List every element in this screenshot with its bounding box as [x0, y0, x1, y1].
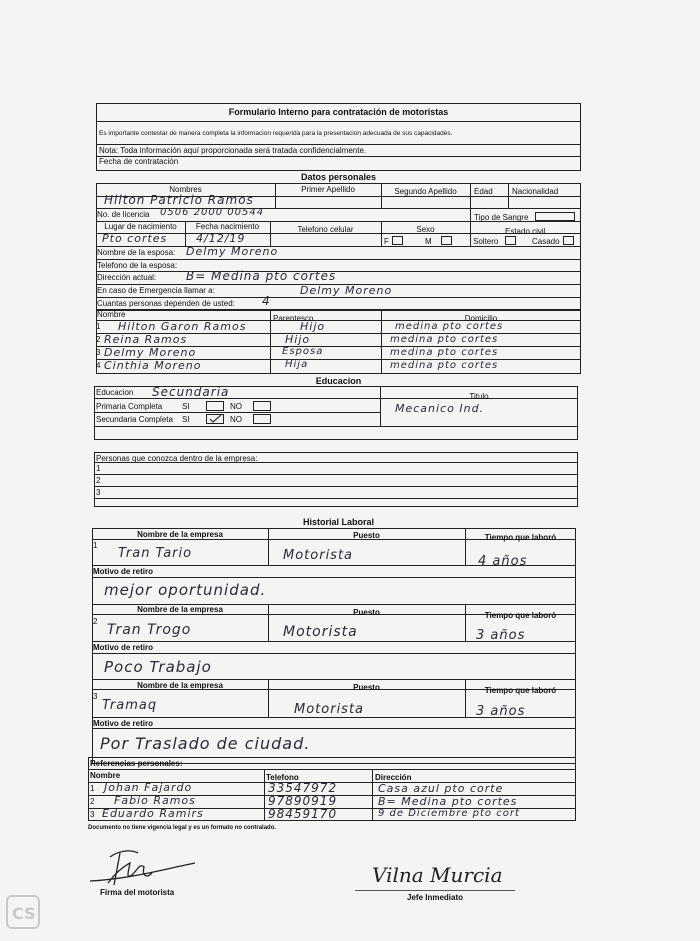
dep-nombre-header: Nombre [97, 310, 126, 319]
secundaria-no-checkbox[interactable] [253, 414, 271, 424]
dep-row-nombre: Cinthia Moreno [104, 359, 202, 372]
dep-parentesco-header: Parentesco [273, 314, 314, 323]
hist-entry-num: 1 [93, 541, 98, 550]
soltero-checkbox[interactable] [505, 236, 516, 245]
nombres-label: Nombres [169, 185, 202, 194]
hist-motivo-value: mejor oportunidad. [104, 581, 267, 599]
esposa-label: Nombre de la esposa: [97, 248, 176, 257]
primaria-si-label: SI [182, 402, 190, 411]
esposa-value: Delmy Moreno [186, 245, 279, 258]
casado-checkbox[interactable] [563, 236, 574, 245]
direccion-label: Dirección actual: [97, 273, 157, 282]
ref-row-nombre: Fabio Ramos [114, 794, 196, 807]
hist-entry-num: 2 [93, 617, 98, 626]
emergencia-value: Delmy Moreno [300, 284, 393, 297]
nombres-value: Hilton Patricio Ramos [104, 193, 254, 207]
dep-row-parentesco: Hijo [285, 333, 311, 346]
dep-row-domicilio: medina pto cortes [390, 347, 499, 358]
ref-row-num: 1 [90, 784, 95, 793]
ref-row-nombre: Johan Fajardo [104, 781, 193, 794]
lugar-nac-value: Pto cortes [102, 232, 168, 245]
emergencia-label: En caso de Emergencia llamar a: [97, 286, 215, 295]
ref-row-direccion: Casa azul pto corte [378, 782, 504, 795]
hist-tiempo-value: 3 años [476, 628, 526, 643]
ref-direccion-header: Dirección [375, 773, 412, 782]
tipo-sangre-label: Tipo de Sangre [474, 213, 529, 222]
hist-empresa-value: Tran Tario [118, 546, 193, 561]
hist-motivo-value: Poco Trabajo [104, 658, 212, 676]
secundaria-no-label: NO [230, 415, 242, 424]
ref-telefono-header: Telefono [266, 773, 299, 782]
disclaimer: Documento no tiene vigencia legal y es un formato no contralado. [88, 825, 277, 831]
watermark-logo-icon [6, 895, 40, 929]
hist-tiempo-value: 3 años [476, 704, 526, 719]
dep-row-parentesco: Esposa [282, 346, 324, 357]
direccion-value: B= Medina pto cortes [186, 269, 337, 283]
ref-row-num: 3 [90, 810, 95, 819]
hist-puesto-header: Puesto [353, 608, 380, 617]
referencias-title: Referencias personales: [90, 759, 183, 768]
soltero-label: Soltero [473, 237, 499, 246]
hist-empresa-header: Nombre de la empresa [137, 530, 223, 539]
dep-row-nombre: Delmy Moreno [104, 346, 197, 359]
nacionalidad-label: Nacionalidad [512, 187, 559, 196]
fecha-contratacion-label: Fecha de contratación [99, 157, 179, 166]
primer-apellido-label: Primer Apellido [301, 185, 355, 194]
secundaria-si-checkbox[interactable] [206, 414, 224, 424]
hist-puesto-value: Motorista [294, 702, 365, 717]
sexo-label: Sexo [416, 225, 435, 234]
hist-empresa-value: Tramaq [102, 698, 158, 713]
dep-row-parentesco: Hijo [300, 320, 326, 333]
form-title: Formulario Interno para contratación de motoristas [228, 107, 449, 117]
hist-motivo-label: Motivo de retiro [93, 719, 154, 728]
licencia-value: 0506 2000 00544 [160, 207, 265, 218]
dependen-value: 4 [262, 294, 271, 308]
dep-row-domicilio: medina pto cortes [390, 334, 499, 345]
hist-puesto-value: Motorista [283, 548, 354, 563]
dep-row-domicilio: medina pto cortes [390, 360, 499, 371]
ref-nombre-header: Nombre [90, 771, 121, 780]
hist-tiempo-header: Tiempo que laboró [484, 686, 557, 695]
jefe-signature: Vilna Murcia [372, 863, 503, 887]
secundaria-label: Secundaria Completa [96, 415, 173, 424]
primaria-no-label: NO [230, 402, 242, 411]
edad-label: Edad [474, 187, 493, 196]
tel-cel-label: Telefono celular [297, 225, 354, 234]
fecha-nac-label: Fecha nacimiento [195, 222, 260, 231]
ref-row-telefono: 98459170 [268, 807, 338, 821]
sexo-m-label: M [425, 237, 432, 246]
hist-empresa-value: Tran Trogo [107, 622, 192, 638]
tel-esposa-label: Telefono de la esposa: [97, 261, 178, 270]
dep-row-nombre: Reina Ramos [104, 333, 188, 346]
dep-row-num: 2 [96, 335, 101, 344]
hist-tiempo-value: 4 años [478, 554, 528, 569]
ref-row-num: 2 [90, 797, 95, 806]
primaria-no-checkbox[interactable] [253, 401, 271, 411]
hist-entry-num: 3 [93, 692, 98, 701]
hist-empresa-header: Nombre de la empresa [137, 605, 223, 614]
educacion-title: Educacion [315, 376, 362, 386]
hist-motivo-value: Por Traslado de ciudad. [100, 734, 311, 753]
hist-empresa-header: Nombre de la empresa [137, 681, 223, 690]
educacion-value: Secundaria [152, 385, 230, 399]
conocidos-label: Personas que conozca dentro de la empresa: [96, 454, 258, 463]
primaria-si-checkbox[interactable] [206, 401, 224, 411]
dependen-label: Cuantas personas dependen de usted: [97, 299, 235, 308]
firma-motorista-label: Firma del motorista [100, 888, 175, 897]
jefe-inmediato-label: Jefe Inmediato [407, 893, 464, 902]
conocidos-row-num: 3 [96, 488, 101, 497]
ref-row-nombre: Eduardo Ramirs [102, 807, 204, 820]
secundaria-si-label: SI [182, 415, 190, 424]
dep-row-num: 4 [96, 361, 101, 370]
historial-title: Historial Laboral [302, 517, 374, 527]
hist-motivo-label: Motivo de retiro [93, 643, 154, 652]
titulo-label: Titulo [469, 392, 489, 401]
licencia-label: No. de licencia [97, 210, 150, 219]
conocidos-row-num: 1 [96, 464, 101, 473]
form-intro: Es importante contestar de manera completa la informacion requerida para la presentacion adecuada de sus capacidades. [99, 130, 453, 137]
estado-civil-label: Estado civil [505, 227, 546, 236]
sexo-f-checkbox[interactable] [392, 236, 403, 245]
tipo-sangre-box [535, 212, 575, 221]
hist-puesto-header: Puesto [353, 531, 380, 540]
svg-text:CS: CS [12, 904, 36, 923]
casado-label: Casado [532, 237, 560, 246]
lugar-nac-label: Lugar de nacimiento [104, 222, 177, 231]
check-mark-icon [207, 415, 223, 423]
ref-row-direccion: B= Medina pto cortes [378, 795, 518, 808]
titulo-value: Mecanico Ind. [395, 402, 485, 415]
segundo-apellido-label: Segundo Apellido [394, 187, 457, 196]
hist-motivo-label: Motivo de retiro [93, 567, 154, 576]
datos-title: Datos personales [300, 172, 377, 182]
hist-tiempo-header: Tiempo que laboró [484, 533, 557, 542]
ref-row-telefono: 97890919 [268, 794, 338, 808]
form-note: Nota: Toda información aquí proporcionada será tratada confidencialmente. [99, 146, 367, 155]
primaria-label: Primaria Completa [96, 402, 163, 411]
fecha-nac-value: 4/12/19 [196, 232, 246, 245]
sexo-f-label: F [384, 237, 389, 246]
dep-row-nombre: Hilton Garon Ramos [118, 320, 247, 333]
dep-domicilio-header: Domicilio [464, 314, 498, 323]
dep-row-parentesco: Hija [285, 359, 309, 370]
educacion-label: Educacion [96, 388, 134, 397]
conocidos-row-num: 2 [96, 476, 101, 485]
dep-row-num: 1 [96, 322, 101, 331]
ref-row-telefono: 33547972 [268, 781, 338, 795]
dep-row-num: 3 [96, 348, 101, 357]
sexo-m-checkbox[interactable] [441, 236, 452, 245]
hist-puesto-header: Puesto [353, 683, 380, 692]
hist-puesto-value: Motorista [283, 624, 358, 640]
dep-row-domicilio: medina pto cortes [395, 321, 504, 332]
hist-tiempo-header: Tiempo que laboró [484, 611, 557, 620]
ref-row-direccion: 9 de Diciembre pto cort [378, 808, 520, 819]
